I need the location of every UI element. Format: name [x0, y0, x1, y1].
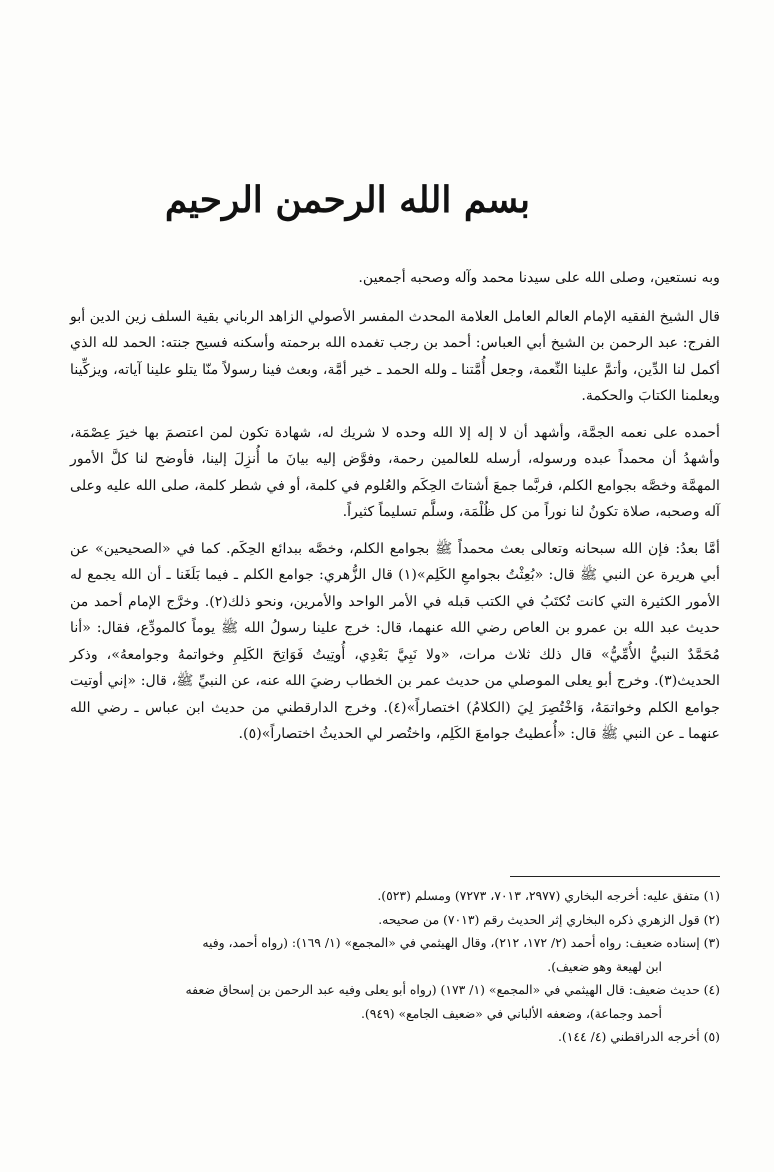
paragraph-amma-bad: أمَّا بعدُ: فإن الله سبحانه وتعالى بعث محمداً ﷺ بجوامع الكلم، وخصَّه ببدائع الحِكَم. كما في «الصحيحين» عن أبي هريرة عن النبي ﷺ قال: «بُعِثْتُ بجوامعِ الكَلِم»(١) قال الزُّهري: جوامع الكلم ـ فيما بَلَغَنا ـ أن الله يجمع له الأمور الكثيرة التي كانت تُكتَبُ في الكتب قبله في الأمر الواحد والأمرين، ونحو ذلك(٢). وخرَّج الإمام أحمد من حديث عبد الله بن عمرو بن العاص رضي الله عنهما، قال: خرج علينا رسولُ الله ﷺ يوماً كالمودِّع، فقال: «أنا مُحَمَّدٌ النبيُّ الأُمِّيُّ» قال ذلك ثلاث مرات، «ولا نَبِيَّ بَعْدِي، أُوتِيتُ فَوَاتِحَ الكَلِمِ وخواتمهُ وجوامعهُ»، وذكر الحديث(٣). وخرج أبو يعلى الموصلي من حديث عمر بن الخطاب رضيَ الله عنه، عن النبيِّ ﷺ، قال: «إني أوتيت جوامع الكلم وخواتمَهُ، وَاخْتُصِرَ لِيَ (الكلامُ) اختصاراً»(٤). وخرج الدارقطني من حديث ابن عباس ـ رضي الله عنهما ـ عن النبي ﷺ قال: «أُعطيتُ جوامعَ الكَلِم، واختُصر لي الحديثُ اختصاراً»(٥). [70, 540, 721, 742]
main-text [70, 265, 720, 758]
footnote-1: (١) متفق عليه: أخرجه البخاري (٢٩٧٧، ٧٠١٣، ٧٢٧٣) ومسلم (٥٢٣). [377, 888, 720, 903]
opening-line: وبه نستعين، وصلى الله على سيدنا محمد وآله وصحبه أجمعين. [358, 270, 720, 286]
footnotes [60, 884, 720, 1049]
footnote-3: (٣) إسناده ضعيف: رواه أحمد (٢/ ١٧٢، ٢١٢)، وقال الهيثمي في «المجمع» (١/ ١٦٩): (رواه أحمد، وفيه [202, 935, 720, 950]
footnote-5: (٥) أخرجه الدراقطني (٤/ ١٤٤). [557, 1029, 720, 1044]
footnote-3-continued: ابن لهيعة وهو ضعيف). [547, 958, 662, 974]
basmala-calligraphy: بسم الله الرحمن الرحيم [164, 179, 530, 221]
paragraph-praise: أحمده على نعمه الجمَّة، وأشهد أن لا إله إلا الله وحده لا شريك له، شهادة تكون لمن اعتصمَ بها خيرَ عِصْمَة، وأشهدُ أن محمداً عبده ورسوله، أرسله للعالمين رحمة، وفوَّض إليه بيانَ ما أُنزِلَ إلينا، فأوضح لنا كلَّ الأمور المهمَّة وخصَّه بجوامع الكلم، فربَّما جمعَ أشتاتَ الحِكَم والعُلوم في كلمة، أو في شطر كلمة، صلى الله عليه وعلى آله وصحبه، صلاة تكونُ لنا نوراً من كل ظُلْمَة، وسلَّم تسليماً كثيراً. [70, 424, 720, 520]
paragraph-intro: قال الشيخ الفقيه الإمام العالم العامل العلامة المحدث المفسر الأصولي الزاهد الرباني بقية السلف زين الدين أبو الفرج: عبد الرحمن بن الشيخ أبي العباس: أحمد بن رجب تغمده الله برحمته وأسكنه فسيح جنته: الحمد لله الذي أكمل لنا الدِّين، وأتمَّ علينا النِّعمة، وجعل أُمَّتنا ـ ولله الحمد ـ خير أمَّة، وبعث فينا رسولاً منّا يتلو علينا آياته، ويزكِّينا ويعلمنا الكتابَ والحكمة. [70, 308, 720, 404]
footnote-4-continued: أحمد وجماعة)، وضعفه الألباني في «ضعيف الجامع» (٩٤٩). [360, 1005, 662, 1021]
footnote-2: (٢) قول الزهري ذكره البخاري إثر الحديث رقم (٧٠١٣) من صحيحه. [378, 911, 720, 927]
footnote-divider [510, 876, 720, 877]
footnote-4: (٤) حديث ضعيف: قال الهيثمي في «المجمع» (١/ ١٧٣) (رواه أبو يعلى وفيه عبد الرحمن بن إسحاق ضعفه [185, 982, 720, 997]
